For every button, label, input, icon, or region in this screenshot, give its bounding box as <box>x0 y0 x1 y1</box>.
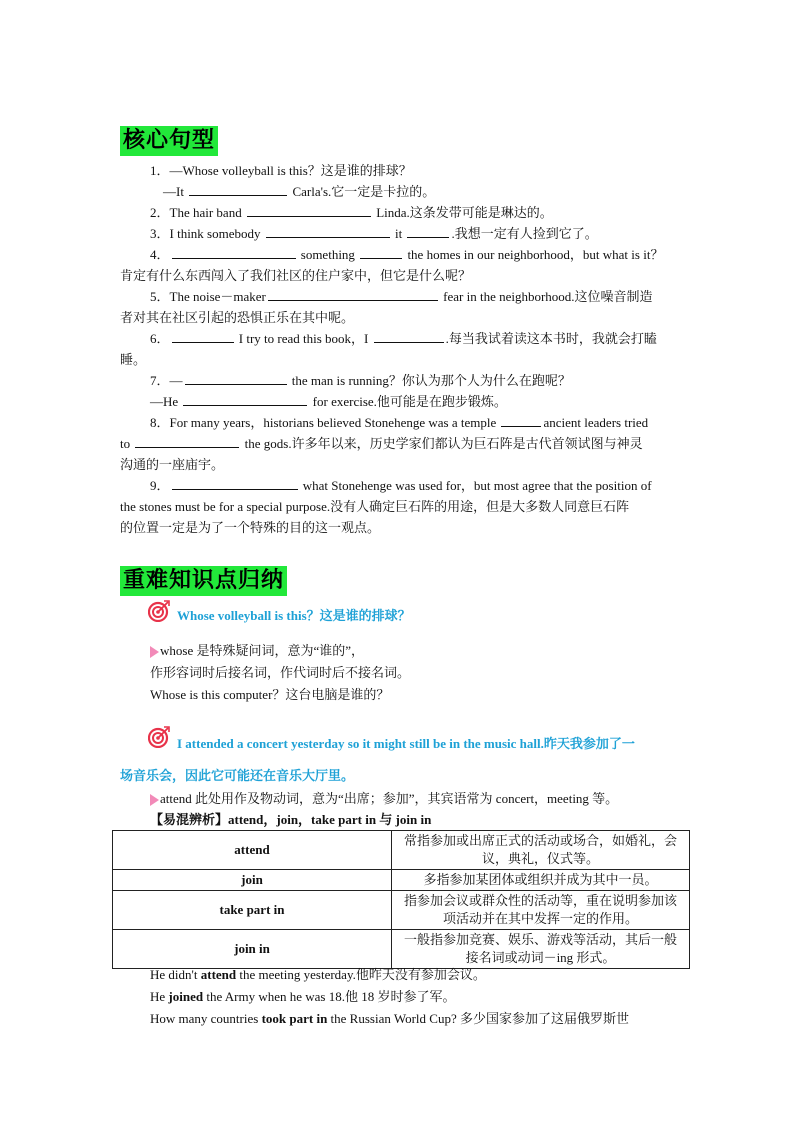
example-1: He didn't attend the meeting yesterday.他昨天没有参加会议。 <box>150 967 486 982</box>
sentence-1a: 1．—Whose volleyball is this？这是谁的排球？ <box>150 163 412 178</box>
example-2: He joined the Army when he was 18.他 18 岁时参了军。 <box>150 989 456 1004</box>
sentence-1b: —It Carla's.它一定是卡拉的。 <box>163 184 436 199</box>
answer-blank[interactable] <box>185 371 287 385</box>
table-row <box>113 891 690 930</box>
table-desc: 多指参加某团体或组织并成为其中一员。 <box>392 870 690 891</box>
answer-blank[interactable] <box>172 476 298 490</box>
answer-blank[interactable] <box>360 245 402 259</box>
answer-blank[interactable] <box>374 329 444 343</box>
point-1-line2: 作形容词时后接名词，作代词时后不接名词。 <box>150 665 411 680</box>
sentence-9-line3: 的位置一定是为了一个特殊的目的这一观点。 <box>120 520 381 535</box>
answer-blank[interactable] <box>247 203 371 217</box>
table-term: join in <box>113 930 392 969</box>
answer-blank[interactable] <box>135 434 239 448</box>
answer-blank[interactable] <box>268 287 438 301</box>
point-2-title-line1: I attended a concert yesterday so it might still be in the music hall.昨天我参加了一 <box>177 736 635 751</box>
sentence-7a: 7．— the man is running？你认为那个人为什么在跑呢？ <box>150 373 571 388</box>
sentence-3: 3．I think somebody it .我想一定有人捡到它了。 <box>150 226 598 241</box>
table-term: take part in <box>113 891 392 930</box>
section-heading-key-points: 重难知识点归纳 <box>120 566 287 596</box>
sentence-4-translation: 肯定有什么东西闯入了我们社区的住户家中，但它是什么呢？ <box>120 268 472 283</box>
sentence-8b: to the gods.许多年以来，历史学家们都认为巨石阵是古代首领试图与神灵 <box>120 436 643 451</box>
sentence-6-translation: 睡。 <box>120 352 147 367</box>
sentence-7b: —He for exercise.他可能是在跑步锻炼。 <box>150 394 507 409</box>
sentence-8a: 8．For many years，historians believed Stonehenge was a temple ancient leaders tried <box>150 415 649 430</box>
point-1-line1: whose 是特殊疑问词，意为“谁的”， <box>150 640 715 661</box>
sentence-6: 6． I try to read this book，I .每当我试着读这本书时，我就会打瞌 <box>150 331 657 346</box>
point-2-line1: attend 此处用作及物动词，意为“出席；参加”，其宾语常为 concert，meeting 等。 <box>150 788 715 809</box>
section-heading-core-sentences: 核心句型 <box>120 126 218 156</box>
arrow-icon <box>150 794 159 806</box>
point-1-line3: Whose is this computer？这台电脑是谁的？ <box>150 687 390 702</box>
answer-blank[interactable] <box>172 329 234 343</box>
answer-blank[interactable] <box>407 224 449 238</box>
sentence-5: 5．The noise－maker fear in the neighborhood.这位噪音制造 <box>150 289 653 304</box>
sentence-2: 2．The hair band Linda.这条发带可能是琳达的。 <box>150 205 553 220</box>
sentence-9-line2: the stones must be for a special purpose.没有人确定巨石阵的用途，但是大多数人同意巨石阵 <box>120 499 630 514</box>
sentence-9: 9． what Stonehenge was used for，but most agree that the position of <box>150 478 652 493</box>
table-desc: 指参加会议或群众性的活动等，重在说明参加该项活动并在其中发挥一定的作用。 <box>392 891 690 930</box>
sentence-8-translation: 沟通的一座庙宇。 <box>120 457 225 472</box>
answer-blank[interactable] <box>172 245 296 259</box>
table-term: attend <box>113 831 392 870</box>
table-desc: 常指参加或出席正式的活动或场合，如婚礼，会议，典礼，仪式等。 <box>392 831 690 870</box>
table-row <box>113 831 690 870</box>
answer-blank[interactable] <box>183 392 307 406</box>
compare-heading: 【易混辨析】attend，join，take part in 与 join in <box>150 812 432 827</box>
arrow-icon <box>150 646 159 658</box>
sentence-4: 4． something the homes in our neighborhood，but what is it？ <box>150 247 664 262</box>
answer-blank[interactable] <box>501 413 541 427</box>
sentence-5-translation: 者对其在社区引起的恐惧正乐在其中呢。 <box>120 310 355 325</box>
table-row <box>113 870 690 891</box>
example-3: How many countries took part in the Russian World Cup? 多少国家参加了这届俄罗斯世 <box>150 1011 629 1026</box>
target-icon <box>148 600 170 622</box>
answer-blank[interactable] <box>189 182 287 196</box>
target-icon <box>148 726 170 748</box>
comparison-table <box>112 830 690 969</box>
table-row <box>113 930 690 969</box>
answer-blank[interactable] <box>266 224 390 238</box>
table-desc: 一般指参加竞赛、娱乐、游戏等活动，其后一般接名词或动词－ing 形式。 <box>392 930 690 969</box>
table-term: join <box>113 870 392 891</box>
point-1-title: Whose volleyball is this？这是谁的排球？ <box>177 608 411 623</box>
point-2-title-line2: 场音乐会，因此它可能还在音乐大厅里。 <box>120 768 355 783</box>
